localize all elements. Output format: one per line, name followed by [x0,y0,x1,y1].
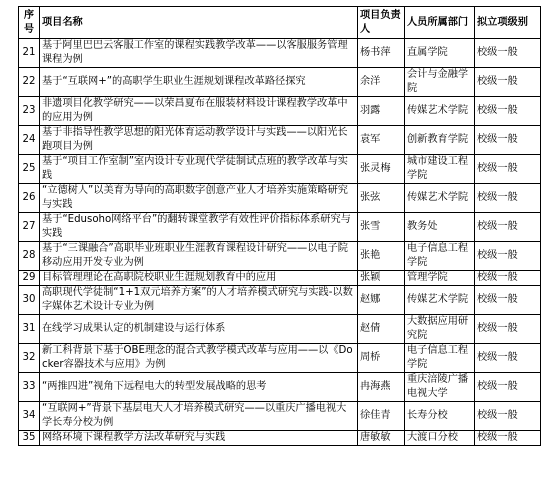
row-approval-level: 校级一般 [475,184,541,213]
table-row [19,344,541,373]
row-project-name: 基于阿里巴巴云客服工作室的课程实践教学改革——以客服服务管理课程为例 [40,39,358,68]
row-department: 管理学院 [405,271,475,286]
row-approval-level: 校级一般 [475,97,541,126]
row-serial-number: 26 [19,184,40,213]
row-approval-level: 校级一般 [475,39,541,68]
project-list-document [18,6,540,446]
row-project-leader: 张灵梅 [358,155,405,184]
row-serial-number: 35 [19,431,40,446]
row-serial-number: 31 [19,315,40,344]
table-row [19,402,541,431]
row-approval-level: 校级一般 [475,286,541,315]
row-project-name: 基于“三课融合”高职毕业班职业生涯教育课程设计研究——以电子院移动应用开发专业为例 [40,242,358,271]
table-row [19,126,541,155]
row-department: 大数据应用研究院 [405,315,475,344]
row-project-name: 目标管理理论在高职院校职业生涯规划教育中的应用 [40,271,358,286]
project-table [18,6,541,446]
row-department: 大渡口分校 [405,431,475,446]
row-department: 电子信息工程学院 [405,344,475,373]
row-serial-number: 32 [19,344,40,373]
row-department: 传媒艺术学院 [405,286,475,315]
row-project-name: 在线学习成果认定的机制建设与运行体系 [40,315,358,344]
table-row [19,373,541,402]
row-department: 直属学院 [405,39,475,68]
row-project-leader: 张雪 [358,213,405,242]
row-approval-level: 校级一般 [475,242,541,271]
row-serial-number: 23 [19,97,40,126]
row-project-name: “两推四进”视角下远程电大的转型发展战略的思考 [40,373,358,402]
row-project-name: “立德树人”以美育为导向的高职数字创意产业人才培养实施策略研究与实践 [40,184,358,213]
row-approval-level: 校级一般 [475,373,541,402]
row-project-leader: 冉海燕 [358,373,405,402]
header-serial-number: 序号 [19,7,40,39]
row-approval-level: 校级一般 [475,315,541,344]
row-department: 教务处 [405,213,475,242]
row-project-name: 基于“项目工作室制”室内设计专业现代学徒制试点班的教学改革与实践 [40,155,358,184]
row-approval-level: 校级一般 [475,431,541,446]
row-department: 创新教育学院 [405,126,475,155]
row-project-name: 网络环境下课程教学方法改革研究与实践 [40,431,358,446]
row-department: 长寿分校 [405,402,475,431]
row-serial-number: 34 [19,402,40,431]
row-approval-level: 校级一般 [475,126,541,155]
row-project-leader: 杨书萍 [358,39,405,68]
row-project-name: 基于非指导性教学思想的阳光体育运动教学设计与实践——以阳光长跑项目为例 [40,126,358,155]
row-department: 城市建设工程学院 [405,155,475,184]
row-serial-number: 30 [19,286,40,315]
row-project-leader: 赵倩 [358,315,405,344]
table-row [19,68,541,97]
table-row [19,97,541,126]
row-project-leader: 张艳 [358,242,405,271]
row-approval-level: 校级一般 [475,402,541,431]
header-department: 人员所属部门 [405,7,475,39]
row-serial-number: 24 [19,126,40,155]
row-project-name: 非遗项目化教学研究——以荣昌夏布在服装材料设计课程教学改革中的应用为例 [40,97,358,126]
table-row [19,155,541,184]
row-project-leader: 唐敏敏 [358,431,405,446]
row-project-leader: 周桥 [358,344,405,373]
row-department: 传媒艺术学院 [405,97,475,126]
row-approval-level: 校级一般 [475,155,541,184]
row-department: 会计与金融学院 [405,68,475,97]
row-approval-level: 校级一般 [475,68,541,97]
row-approval-level: 校级一般 [475,271,541,286]
header-approval-level: 拟立项级别 [475,7,541,39]
row-project-name: 高职现代学徒制“1+1双元培养方案”的人才培养模式研究与实践-以数字媒体艺术设计专业为例 [40,286,358,315]
row-department: 重庆涪陵广播电视大学 [405,373,475,402]
row-project-name: “互联网+”背景下基层电大人才培养模式研究——以重庆广播电视大学长寿分校为例 [40,402,358,431]
row-project-name: 基于“互联网+”的高职学生职业生涯规划课程改革路径探究 [40,68,358,97]
row-project-leader: 张颖 [358,271,405,286]
row-project-leader: 余洋 [358,68,405,97]
row-project-leader: 张弦 [358,184,405,213]
row-serial-number: 25 [19,155,40,184]
row-approval-level: 校级一般 [475,344,541,373]
row-serial-number: 27 [19,213,40,242]
table-header-row [19,7,541,39]
row-project-leader: 徐佳青 [358,402,405,431]
row-project-name: 基于“Edusoho网络平台”的翻转课堂教学有效性评价指标体系研究与实践 [40,213,358,242]
row-serial-number: 28 [19,242,40,271]
table-row [19,213,541,242]
row-project-name: 新工科背景下基于OBE理念的混合式教学模式改革与应用——以《Docker容器技术与应用》为例 [40,344,358,373]
row-department: 传媒艺术学院 [405,184,475,213]
table-row [19,315,541,344]
row-serial-number: 22 [19,68,40,97]
row-serial-number: 21 [19,39,40,68]
row-approval-level: 校级一般 [475,213,541,242]
row-project-leader: 赵娜 [358,286,405,315]
header-project-leader: 项目负责人 [358,7,405,39]
table-row [19,286,541,315]
header-project-name: 项目名称 [40,7,358,39]
table-row [19,431,541,446]
table-row [19,184,541,213]
table-row [19,242,541,271]
row-project-leader: 羽露 [358,97,405,126]
table-row [19,39,541,68]
row-department: 电子信息工程学院 [405,242,475,271]
row-serial-number: 29 [19,271,40,286]
row-project-leader: 袁军 [358,126,405,155]
table-row [19,271,541,286]
row-serial-number: 33 [19,373,40,402]
